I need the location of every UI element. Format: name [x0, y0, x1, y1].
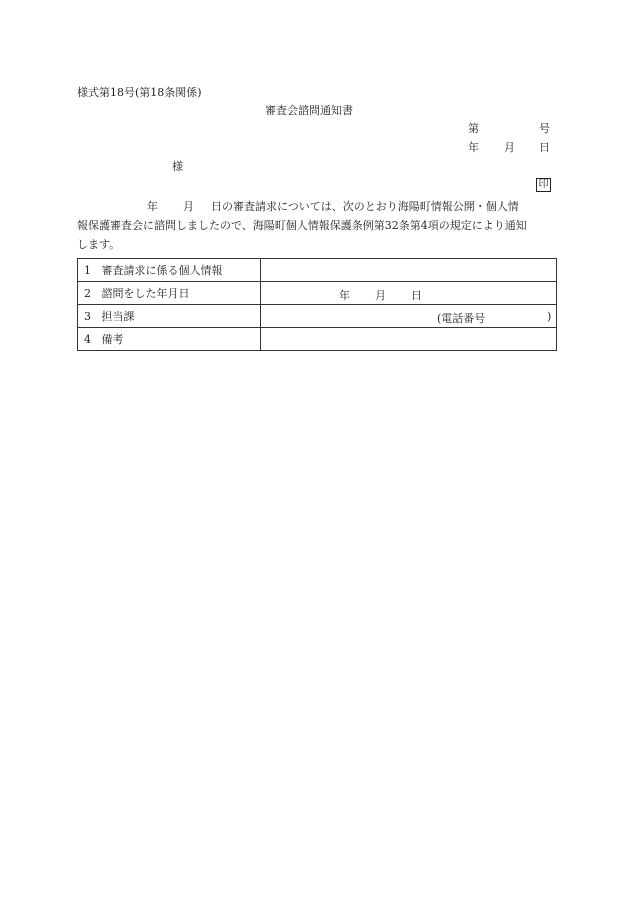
inquiry-year: 年	[339, 289, 350, 302]
document-title: 審査会諮問通知書	[265, 104, 353, 117]
row-label: 3 担当課	[78, 305, 261, 328]
body-line-2: 報保護審査会に諮問しましたので、海陽町個人情報保護条例第32条第4項の規定により通知	[77, 219, 527, 232]
number-prefix: 第	[468, 122, 479, 135]
phone-close: )	[547, 310, 552, 323]
department-cell[interactable]	[261, 305, 557, 328]
body-line-3: します。	[77, 238, 121, 251]
table-row	[78, 259, 557, 282]
row-label: 2 諮問をした年月日	[78, 282, 261, 305]
personal-info-cell[interactable]	[261, 259, 557, 282]
number-suffix: 号	[539, 122, 550, 135]
issue-date-day: 日	[539, 141, 550, 154]
inquiry-month: 月	[375, 289, 386, 302]
inquiry-date-cell[interactable]	[261, 282, 557, 305]
notice-body	[77, 197, 557, 254]
row-label: 1 審査請求に係る個人情報	[78, 259, 261, 282]
info-table	[77, 258, 557, 351]
table-row	[78, 328, 557, 351]
seal-mark: 印	[536, 178, 551, 192]
body-month: 月	[183, 200, 194, 213]
phone-label: (電話番号	[437, 312, 486, 325]
row-label: 4 備考	[78, 328, 261, 351]
body-year: 年	[147, 200, 158, 213]
body-line-1-text: 日の審査請求については、次のとおり海陽町情報公開・個人情	[211, 200, 519, 213]
inquiry-day: 日	[411, 289, 422, 302]
table-row	[78, 305, 557, 328]
remarks-cell[interactable]	[261, 328, 557, 351]
addressee-honorific: 様	[172, 160, 183, 173]
table-row	[78, 282, 557, 305]
issue-date-year: 年	[468, 141, 479, 154]
body-line-1	[77, 197, 557, 216]
form-label: 様式第18号(第18条関係)	[77, 86, 202, 99]
issue-date-month: 月	[504, 141, 515, 154]
